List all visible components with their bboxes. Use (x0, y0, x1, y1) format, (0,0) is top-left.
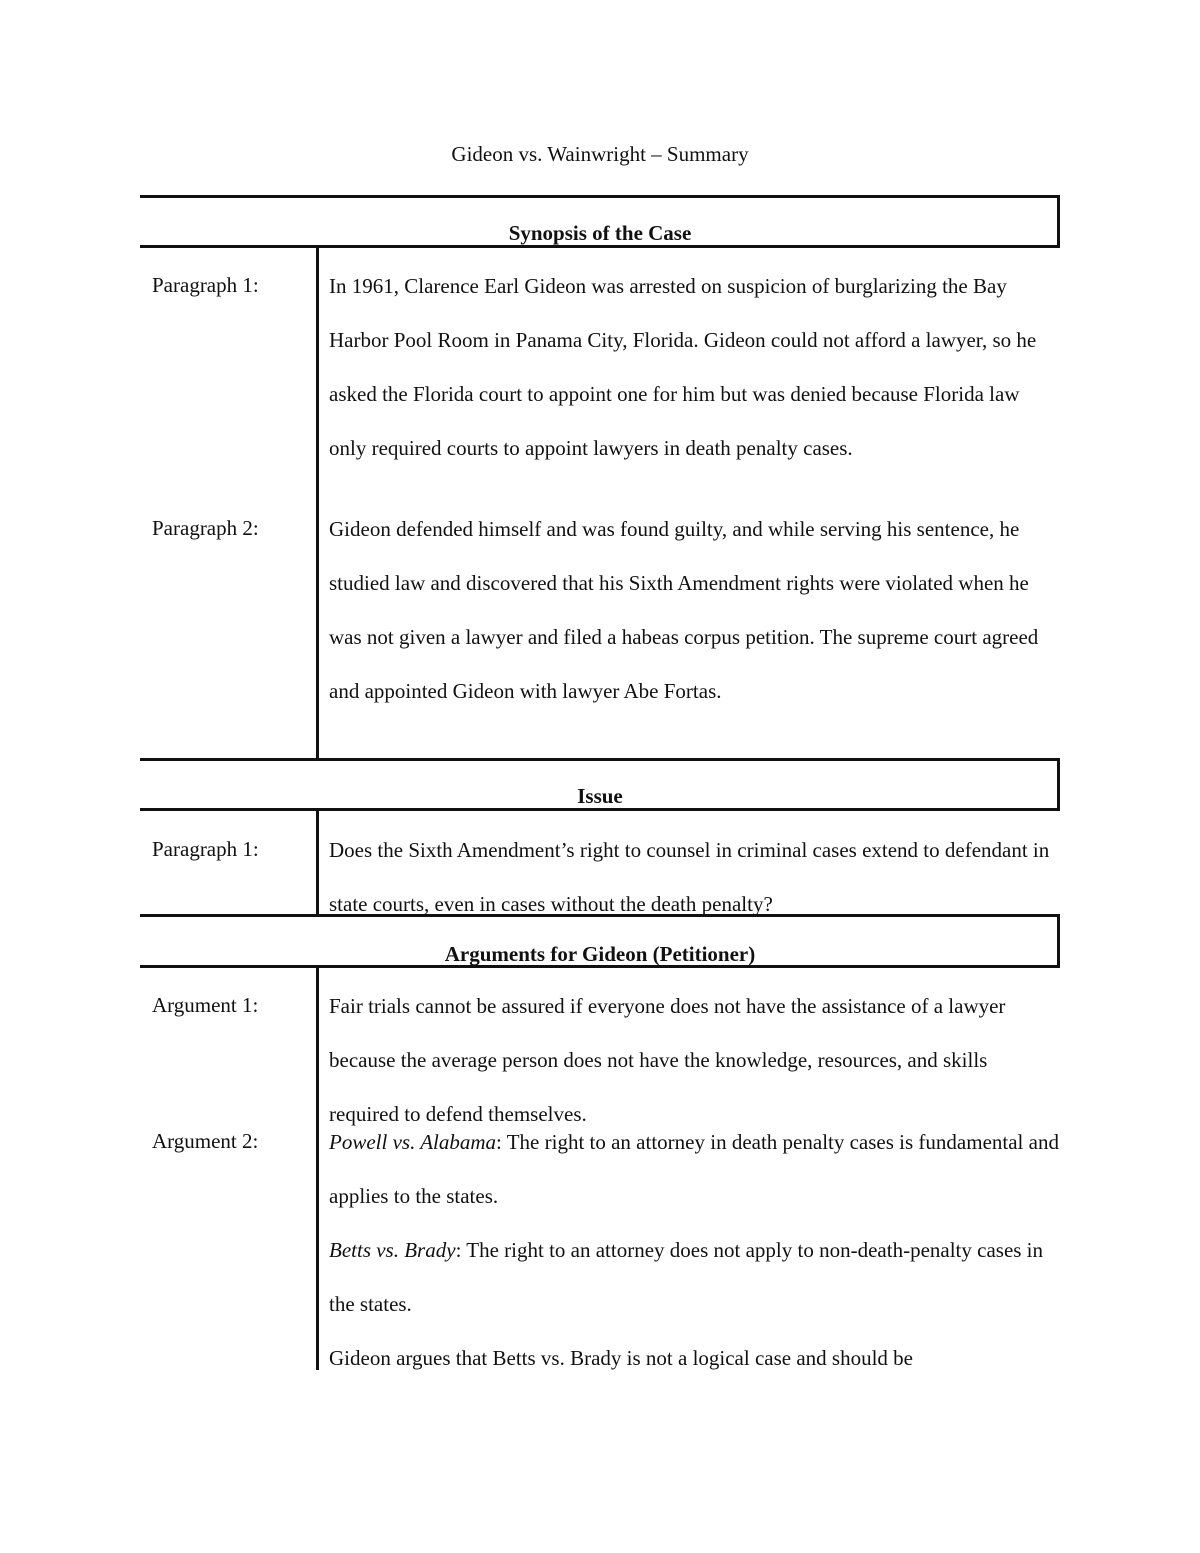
column-divider (316, 965, 319, 1370)
section-heading: Arguments for Gideon (Petitioner) (444, 942, 756, 966)
row-label: Argument 1: (152, 993, 259, 1017)
section-heading-rule (140, 808, 1060, 811)
case-holding: : The right to an attorney does not apply to non-death-penalty cases in the states. (329, 1238, 1044, 1316)
row-text: Fair trials cannot be assured if everyone does not have the assistance of a lawyer because the average person does not have the knowledge, resources, and skills required to defend themselves. (329, 994, 1006, 1126)
row-text: In 1961, Clarence Earl Gideon was arrested on suspicion of burglarizing the Bay Harbor Pool Room in Panama City, Florida. Gideon could not afford a lawyer, so he asked the Florida court to appoint one for him but was denied because Florida law only required courts to appoint lawyers in death penalty cases. (329, 274, 1037, 460)
section-heading: Issue (577, 784, 623, 808)
section-heading-rule (140, 965, 1060, 968)
case-name: Powell vs. Alabama (329, 1130, 497, 1154)
case-citation-paragraph (329, 1115, 1059, 1223)
row-text: Does the Sixth Amendment’s right to counsel in criminal cases extend to defendant in state courts, even in cases without the death penalty? (329, 838, 1050, 916)
case-citation-paragraph (329, 1223, 1059, 1331)
row-label: Paragraph 2: (152, 516, 259, 540)
case-name: Betts vs. Brady (329, 1238, 456, 1262)
row-text (329, 1115, 1059, 1385)
section-top-rule (140, 914, 1060, 917)
document-title: Gideon vs. Wainwright – Summary (451, 142, 749, 166)
argument-conclusion: Gideon argues that Betts vs. Brady is not a logical case and should be (329, 1346, 913, 1370)
section-heading-rule (140, 245, 1060, 248)
column-divider (316, 808, 319, 916)
section-top-rule (140, 758, 1060, 761)
row-label: Argument 2: (152, 1129, 259, 1153)
section-heading: Synopsis of the Case (508, 221, 692, 245)
section-top-rule (140, 195, 1060, 198)
column-divider (316, 245, 319, 759)
case-holding: : The right to an attorney in death penalty cases is fundamental and applies to the states. (329, 1130, 1059, 1208)
row-label: Paragraph 1: (152, 273, 259, 297)
row-text: Gideon defended himself and was found guilty, and while serving his sentence, he studied law and discovered that his Sixth Amendment rights were violated when he was not given a lawyer and filed a habeas corpus petition. The supreme court agreed and appointed Gideon with lawyer Abe Fortas. (329, 517, 1039, 703)
row-label: Paragraph 1: (152, 837, 259, 861)
